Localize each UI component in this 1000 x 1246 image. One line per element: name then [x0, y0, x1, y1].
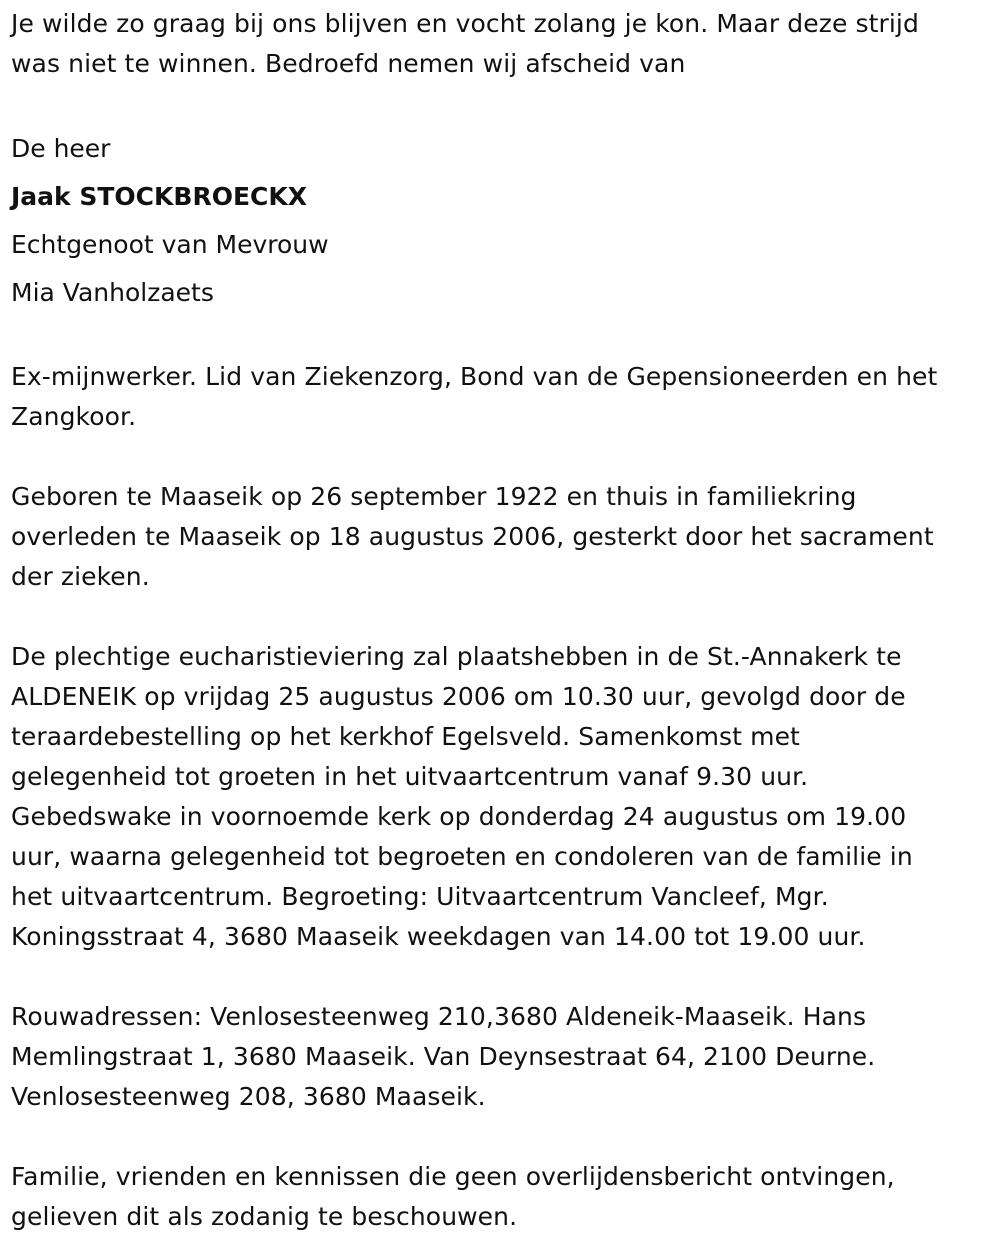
spacer: [11, 437, 991, 477]
closing-text: Familie, vrienden en kennissen die geen overlijdensbericht ontvingen, gelieven dit als zodanig te beschouwen.: [11, 1162, 895, 1231]
ceremony-text: De plechtige eucharistieviering zal plaatshebben in de St.-Annakerk te ALDENEIK op vrijdag 25 augustus 2006 om 10.30 uur, gevolgd door de teraardebestelling op het kerkhof Egelsveld. Samenkomst met gelegenheid tot groeten in het uitvaartcentrum vanaf 9.30 uur. Gebedswake in voornoemde kerk op donderdag 24 augustus om 19.00 uur, waarna gelegenheid tot begroeten en condoleren van de familie in het uitvaartcentrum. Begroeting: Uitvaartcentrum Vancleef, Mgr. Koningsstraat 4, 3680 Maaseik weekdagen van 14.00 tot 19.00 uur.: [11, 642, 913, 951]
intro-text: Je wilde zo graag bij ons blijven en vocht zolang je kon. Maar deze strijd was niet te winnen. Bedroefd nemen wij afscheid van: [11, 9, 919, 78]
addresses-text: Rouwadressen: Venlosesteenweg 210,3680 Aldeneik-Maaseik. Hans Memlingstraat 1, 3680 Maaseik. Van Deynsestraat 64, 2100 Deurne. Venlosesteenweg 208, 3680 Maaseik.: [11, 1002, 876, 1111]
spacer: [11, 317, 991, 357]
spacer: [11, 1117, 991, 1157]
spouse-name: Mia Vanholzaets: [11, 278, 214, 307]
spouse-line: Echtgenoot van Mevrouw: [11, 230, 329, 259]
birth-death-text: Geboren te Maaseik op 26 september 1922 en thuis in familiekring overleden te Maaseik op 18 augustus 2006, gesterkt door het sacrament der zieken.: [11, 482, 934, 591]
deceased-name: Jaak STOCKBROECKX: [11, 182, 308, 211]
spacer: [11, 597, 991, 637]
obituary-notice: [11, 4, 991, 1237]
spacer: [11, 84, 991, 125]
biography-text: Ex-mijnwerker. Lid van Ziekenzorg, Bond van de Gepensioneerden en het Zangkoor.: [11, 362, 938, 431]
title-prefix: De heer: [11, 134, 111, 163]
spacer: [11, 957, 991, 997]
